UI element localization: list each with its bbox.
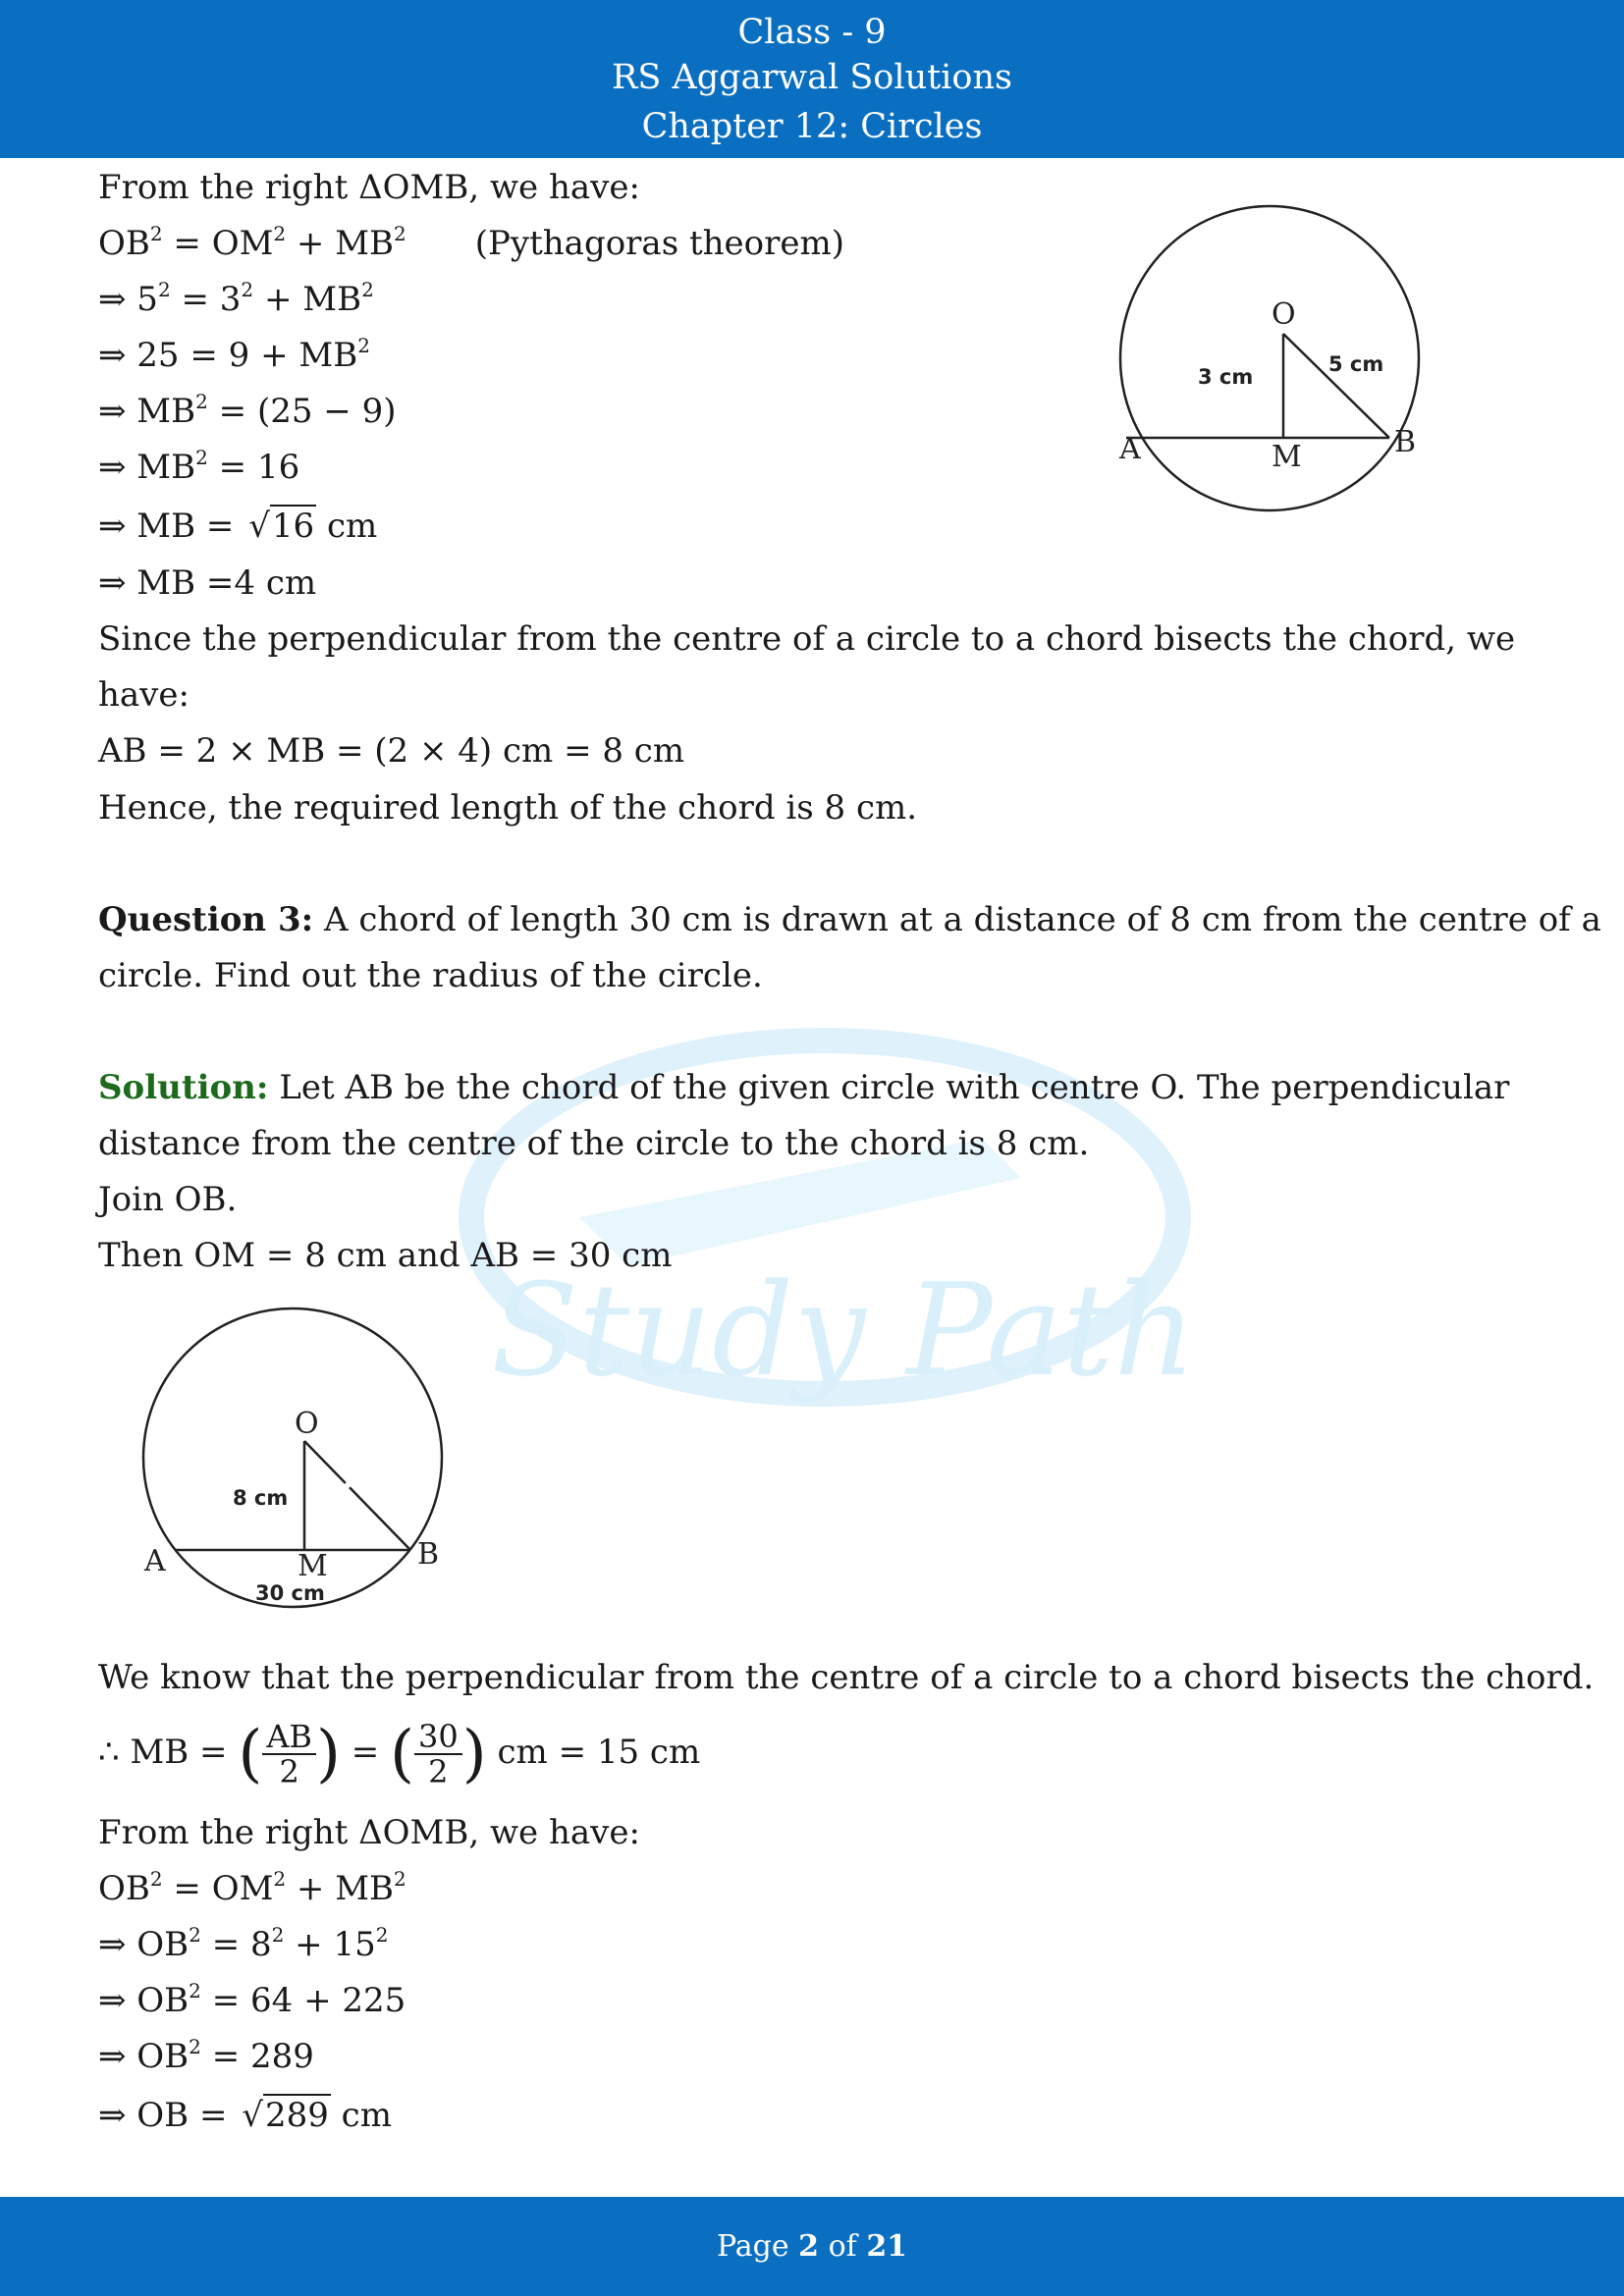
equation-line: ⇒ OB = √289 cm: [98, 2093, 392, 2138]
label-o: O: [295, 1407, 319, 1441]
watermark-text: Study Path: [491, 1255, 1197, 1405]
equation-line: AB = 2 × MB = (2 × 4) cm = 8 cm: [98, 731, 685, 771]
equation-line: ⇒ $MB^2 = (25 - 9)$: [98, 390, 397, 431]
equation-line: ⇒ $OB^2 = 8^2 + 15^2$: [98, 1923, 389, 1964]
fraction: $\frac{30}{2}$: [414, 1720, 462, 1789]
label-m: M: [298, 1549, 328, 1583]
label-a: A: [1119, 432, 1141, 466]
equation-line: ⇒ $OB^2 = 64 + 225$: [98, 1979, 406, 2020]
text-line: have:: [98, 675, 189, 715]
solution-label: Solution:: [98, 1068, 269, 1107]
page-of: of: [828, 2229, 857, 2264]
text-line: From the right ΔOMB, we have:: [98, 1813, 640, 1852]
text-line: circle. Find out the radius of the circle.: [98, 956, 763, 995]
fraction: $\frac{AB}{2}$: [262, 1720, 316, 1789]
label-o: O: [1272, 297, 1296, 332]
page-footer: [0, 2197, 1624, 2296]
circle-figure-1: [1105, 177, 1438, 520]
header-book: RS Aggarwal Solutions: [612, 58, 1012, 97]
header-class: Class - 9: [737, 13, 887, 52]
equation-line: ⇒ MB =4 cm: [98, 563, 317, 603]
equation-line: ⇒ $OB^2 = 289$: [98, 2035, 314, 2076]
circle-figure-2: [133, 1296, 466, 1629]
text-line: Then OM = 8 cm and AB = 30 cm: [98, 1236, 673, 1275]
page-header: [0, 0, 1624, 158]
label-ob-length: 5 cm: [1328, 352, 1384, 376]
solution: Solution: Let AB be the chord of the given circle with centre O. The perpendicular: [98, 1068, 1510, 1107]
question-3: Question 3: A chord of length 30 cm is drawn at a distance of 8 cm from the centre of a: [98, 900, 1601, 939]
label-b: B: [1394, 425, 1417, 459]
square-root: √16: [248, 507, 315, 546]
header-chapter: Chapter 12: Circles: [641, 107, 983, 146]
equation-line: ⇒ $MB^2 = 16$: [98, 446, 300, 487]
page-label: Page: [716, 2229, 789, 2264]
label-om-length: 8 cm: [233, 1486, 289, 1510]
equation-line: $OB^2 = OM^2 + MB^2$: [98, 1867, 406, 1908]
equation-line: ⇒ $25 = 9 + MB^2$: [98, 334, 370, 375]
text-line: We know that the perpendicular from the centre of a circle to a chord bisects the chord.: [98, 1658, 1595, 1697]
equation-line: ⇒ $5^2 = 3^2 + MB^2$: [98, 278, 374, 319]
page-total: 21: [866, 2229, 908, 2264]
square-root: √289: [242, 2096, 329, 2135]
fraction-equation: ∴ MB = ( $\frac{AB}{2}$ ) = ( $\frac{30}{2}$ ) cm = 15 cm: [98, 1718, 701, 1790]
text-line: Join OB.: [98, 1180, 238, 1219]
equation-line: ⇒ MB = √16 cm: [98, 504, 377, 549]
label-om-length: 3 cm: [1198, 365, 1254, 389]
equation-line: $OB^2 = OM^2 + MB^2$ (Pythagoras theorem): [98, 222, 844, 263]
label-m: M: [1272, 440, 1302, 474]
label-ab-length: 30 cm: [255, 1581, 325, 1605]
text-line: Hence, the required length of the chord is 8 cm.: [98, 788, 918, 828]
page-current: 2: [798, 2229, 820, 2264]
text-line: Since the perpendicular from the centre of a circle to a chord bisects the chord, we: [98, 619, 1516, 659]
label-b: B: [417, 1537, 440, 1572]
question-label: Question 3:: [98, 900, 314, 939]
text-line: distance from the centre of the circle to the chord is 8 cm.: [98, 1124, 1090, 1163]
text-line: From the right ΔOMB, we have:: [98, 168, 640, 207]
label-a: A: [144, 1544, 166, 1578]
